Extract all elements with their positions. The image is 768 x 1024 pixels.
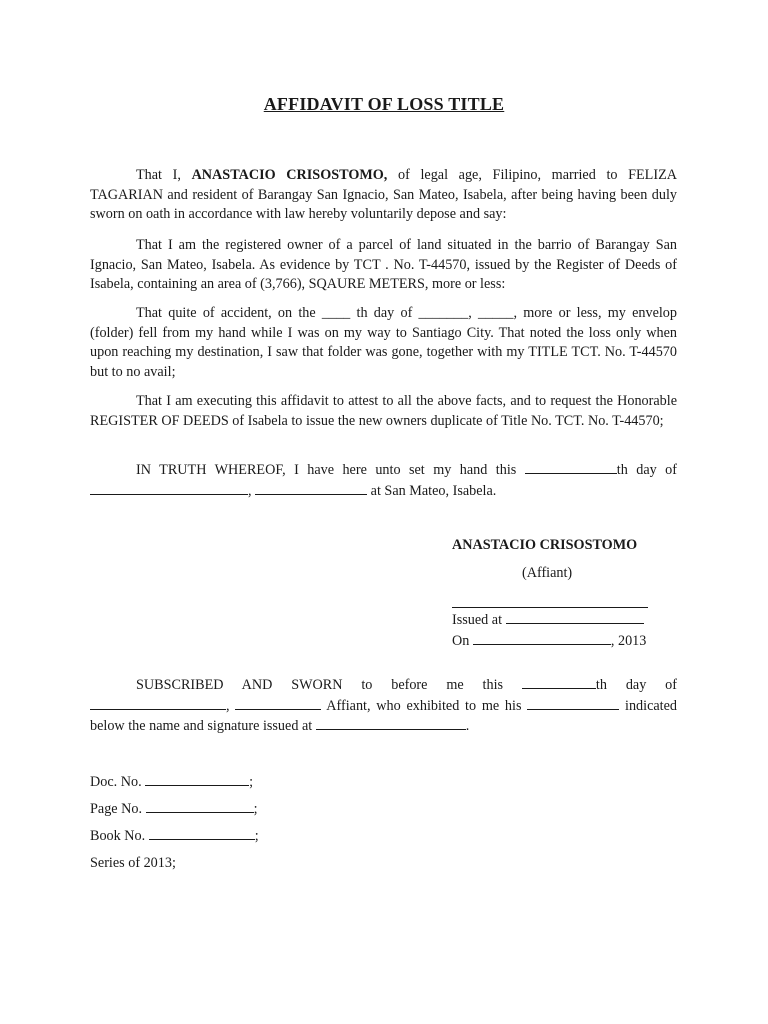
issued-block [452, 610, 646, 651]
signature-line[interactable] [452, 607, 648, 608]
blank-year[interactable] [255, 481, 367, 495]
issued-at-row [452, 610, 646, 631]
page-no-row [90, 796, 259, 823]
truth-comma: , [248, 482, 256, 499]
subscribed-post: indicated below the name and signature issued at [90, 697, 678, 735]
truth-mid: th day of [616, 462, 677, 478]
blank-sworn-month[interactable] [90, 696, 226, 710]
page-no-semi: ; [253, 801, 258, 817]
blank-issued-place[interactable] [316, 716, 466, 730]
page-no-label: Page No. [90, 801, 146, 817]
subscribed-day: th day of [595, 677, 677, 693]
subscribed-end: . [465, 718, 470, 735]
book-no-label: Book No. [90, 828, 149, 844]
blank-issued-at[interactable] [506, 610, 644, 624]
blank-sworn-year[interactable] [235, 696, 321, 710]
paragraph-truth-whereof [90, 460, 677, 501]
subscribed-comma: , [226, 697, 236, 714]
doc-no-label: Doc. No. [90, 774, 146, 790]
intro-post: of legal age, Filipino, married to FELIZA TAGARIAN and resident of Barangay San Ignacio, San Mateo, Isabela, after being having been duly sworn on oath in accordance with law hereby voluntarily depose and say: [90, 167, 677, 223]
blank-day[interactable] [525, 460, 617, 474]
blank-page-no[interactable] [146, 799, 254, 813]
issued-on-year: , 2013 [610, 632, 647, 649]
intro-pre: That I, [136, 167, 192, 183]
paragraph-intro [90, 166, 677, 225]
book-no-semi: ; [254, 828, 259, 844]
issued-on-row [452, 631, 646, 652]
paragraph-request: That I am executing this affidavit to attest to all the above facts, and to request the Honorable REGISTER OF DEEDS of Isabela to issue the new owners duplicate of Title No. TCT. No. T-44570; [90, 393, 677, 429]
affiant-name-inline: ANASTACIO CRISOSTOMO, [191, 167, 388, 183]
blank-sworn-day[interactable] [522, 675, 596, 689]
blank-book-no[interactable] [149, 826, 255, 840]
blank-issued-on[interactable] [473, 631, 611, 645]
signatory-role: (Affiant) [522, 565, 573, 581]
doc-no-semi: ; [249, 774, 254, 790]
issued-on-label: On [452, 632, 473, 649]
notary-footer [90, 769, 259, 877]
paragraph-ownership: That I am the registered owner of a parcel of land situated in the barrio of Barangay San Ignacio, San Mateo, Isabela. As evidence by TCT . No. T-44570, issued by the Register of Deeds of Isabela, containing an area of (3,766), SQAURE METERS, more or less: [90, 237, 677, 293]
document-title: AFFIDAVIT OF LOSS TITLE [263, 94, 505, 114]
truth-post: at San Mateo, Isabela. [367, 482, 497, 499]
blank-month[interactable] [90, 481, 248, 495]
doc-no-row [90, 769, 259, 796]
subscribed-affiant: Affiant, who exhibited to me his [321, 697, 528, 714]
book-no-row [90, 823, 259, 850]
paragraph-loss: That quite of accident, on the ____ th day of _______, _____, more or less, my envelop (folder) fell from my hand while I was on my way to Santiago City. That noted the loss only when upon reaching my destination, I saw that folder was gone, together with my TITLE TCT. No. T-44570 but to no avail; [90, 305, 677, 380]
blank-id[interactable] [527, 696, 619, 710]
signatory-name: ANASTACIO CRISOSTOMO [452, 537, 638, 553]
subscribed-pre: SUBSCRIBED AND SWORN to before me this [136, 677, 522, 693]
blank-doc-no[interactable] [145, 772, 249, 786]
series-row: Series of 2013; [90, 855, 176, 871]
issued-at-label: Issued at [452, 612, 506, 628]
paragraph-subscribed [90, 675, 677, 737]
truth-pre: IN TRUTH WHEREOF, I have here unto set my hand this [136, 462, 525, 478]
